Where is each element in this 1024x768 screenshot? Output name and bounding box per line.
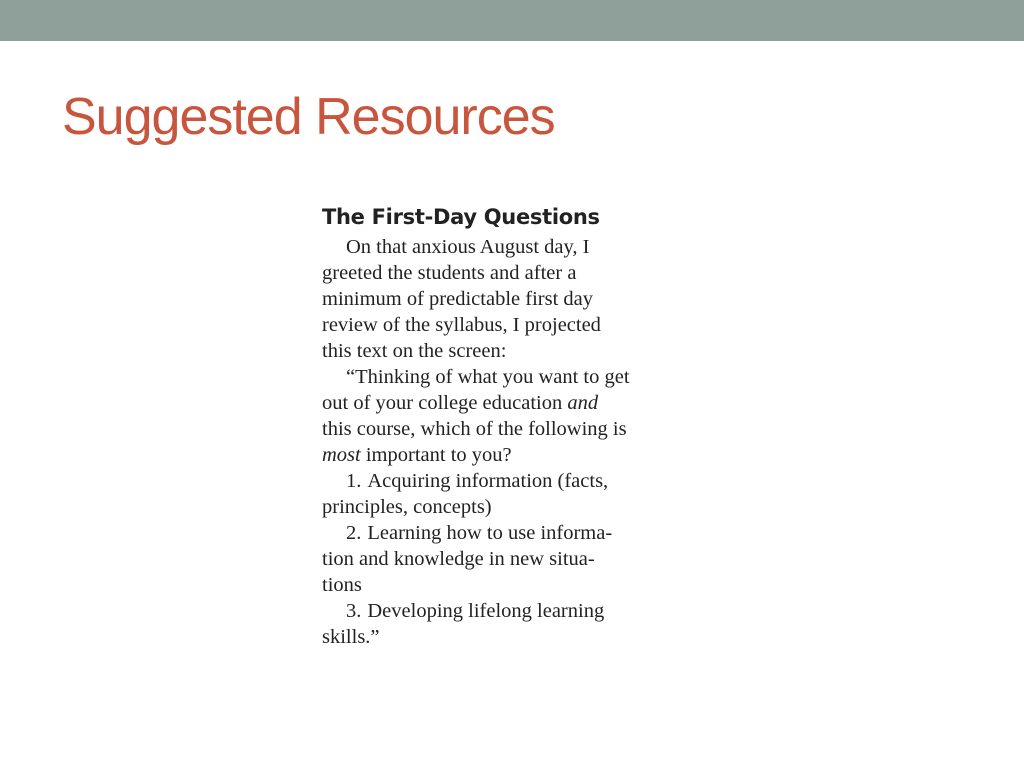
- excerpt-line: this text on the screen:: [322, 340, 507, 362]
- quote-line: “Thinking of what you want to get: [346, 366, 630, 388]
- slide-title: Suggested Resources: [62, 88, 555, 146]
- list-item-continuation: skills.”: [322, 626, 380, 648]
- list-item: [322, 468, 702, 494]
- list-item-continuation: tion and knowledge in new situa-: [322, 548, 595, 570]
- quote-line: [322, 390, 702, 416]
- quote-line: this course, which of the following is: [322, 418, 627, 440]
- item-number: 3.: [346, 600, 362, 622]
- quote-emphasis: most: [322, 444, 361, 466]
- quote-text: important to you?: [360, 444, 512, 466]
- quote-line: [322, 442, 702, 468]
- excerpt-line: On that anxious August day, I: [346, 236, 590, 258]
- excerpt-line: review of the syllabus, I projected: [322, 314, 601, 336]
- list-item: [322, 520, 702, 546]
- list-item: [322, 598, 702, 624]
- item-number: 1.: [346, 470, 362, 492]
- excerpt-body: [322, 234, 702, 650]
- header-bar: [0, 0, 1024, 41]
- item-text: Acquiring information (facts,: [367, 470, 609, 492]
- list-item-continuation: tions: [322, 574, 362, 596]
- quote-emphasis: and: [567, 392, 599, 414]
- item-number: 2.: [346, 522, 362, 544]
- item-text: Developing lifelong learning: [367, 600, 605, 622]
- excerpt-heading: The First-Day Questions: [322, 205, 600, 229]
- book-excerpt: [322, 200, 702, 650]
- excerpt-line: greeted the students and after a: [322, 262, 577, 284]
- item-text: Learning how to use informa-: [367, 522, 613, 544]
- excerpt-line: minimum of predictable first day: [322, 288, 593, 310]
- list-item-continuation: principles, concepts): [322, 496, 492, 518]
- quote-text: out of your college education: [322, 392, 568, 414]
